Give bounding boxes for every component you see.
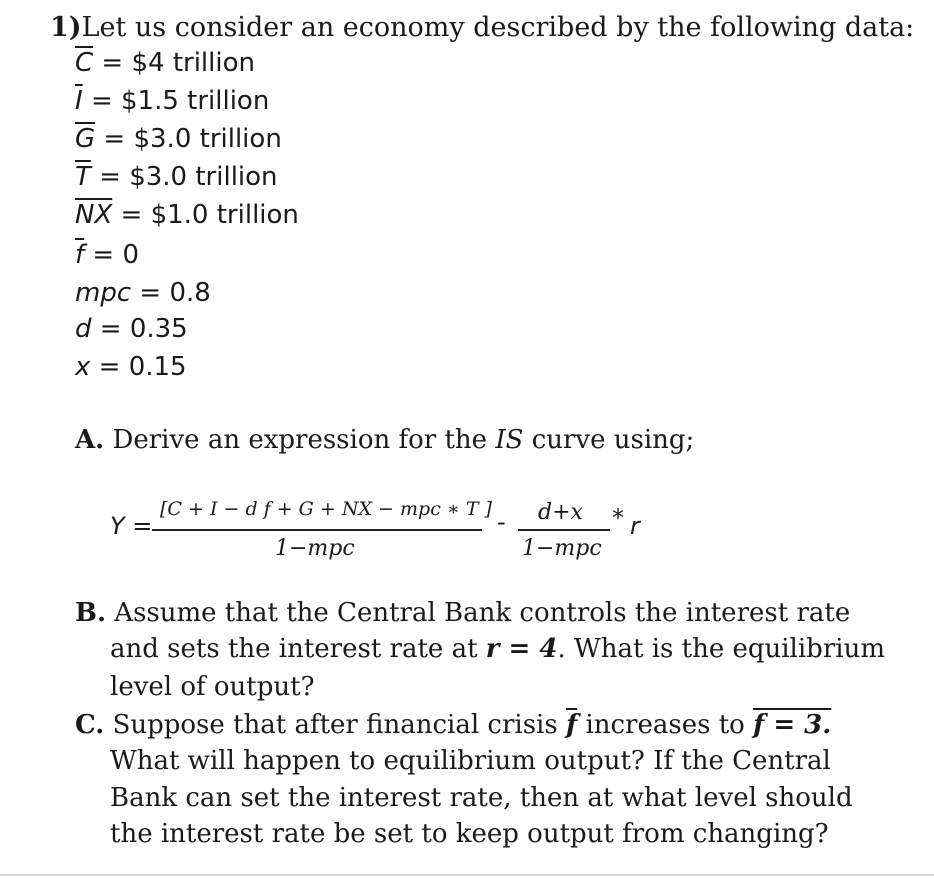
part-c-label: C.: [75, 710, 105, 740]
formula-rate: r: [630, 512, 640, 540]
var-mpc: mpc = 0.8: [75, 278, 211, 308]
var-x: x = 0.15: [75, 352, 187, 382]
question-intro-text: Let us consider an economy described by the following data:: [81, 12, 915, 43]
bottom-divider: [0, 874, 934, 876]
part-a: A. Derive an expression for the IS curve using;: [75, 425, 695, 455]
formula-numerator-2: d+x: [538, 500, 583, 525]
var-investment: $\overline{I}$ = $1.5 trillion: [75, 86, 270, 116]
part-c: C. Suppose that after financial crisis $\overline{f}$ increases to f = 3.: [75, 710, 832, 740]
fraction-bar-2: [518, 529, 610, 531]
f-bar-symbol: $\overline{f}$: [565, 710, 578, 740]
part-a-label: A.: [75, 425, 105, 455]
formula-star: *: [612, 504, 624, 532]
var-taxes: $\overline{T}$ = $3.0 trillion: [75, 162, 278, 192]
part-b-label: B.: [75, 598, 107, 628]
is-term: IS: [495, 425, 524, 455]
part-b-line-3: level of output?: [110, 672, 315, 702]
interest-rate-value: r = 4: [485, 634, 558, 664]
formula-denominator-2: 1−mpc: [522, 536, 602, 561]
var-consumption: $\overline{C}$ = $4 trillion: [75, 48, 255, 78]
formula-minus: -: [497, 508, 506, 536]
question-intro: [50, 12, 914, 43]
fraction-bar-1: [152, 529, 482, 531]
part-c-line-4: the interest rate be set to keep output from changing?: [110, 819, 829, 849]
part-c-line-2: What will happen to equilibrium output? If the Central: [110, 746, 831, 776]
f-bar-new-value: f = 3.: [753, 710, 832, 740]
part-b-line-2: and sets the interest rate at r = 4. What is the equilibrium: [110, 634, 885, 664]
var-net-exports: $\overline{NX}$ = $1.0 trillion: [75, 200, 299, 230]
question-number: 1): [50, 12, 82, 43]
var-financial-friction: $\overline{f} = 0$: [75, 240, 140, 270]
formula-numerator: [C + I − d f + G + NX − mpc ∗ T ]: [160, 498, 492, 520]
var-government: $\overline{G}$ = $3.0 trillion: [75, 124, 282, 154]
var-d: d = 0.35: [75, 314, 188, 344]
formula-lhs: Y =: [110, 512, 153, 540]
formula-denominator: 1−mpc: [275, 536, 355, 561]
part-c-line-3: Bank can set the interest rate, then at what level should: [110, 783, 853, 813]
part-b: B. Assume that the Central Bank controls the interest rate: [75, 598, 851, 628]
